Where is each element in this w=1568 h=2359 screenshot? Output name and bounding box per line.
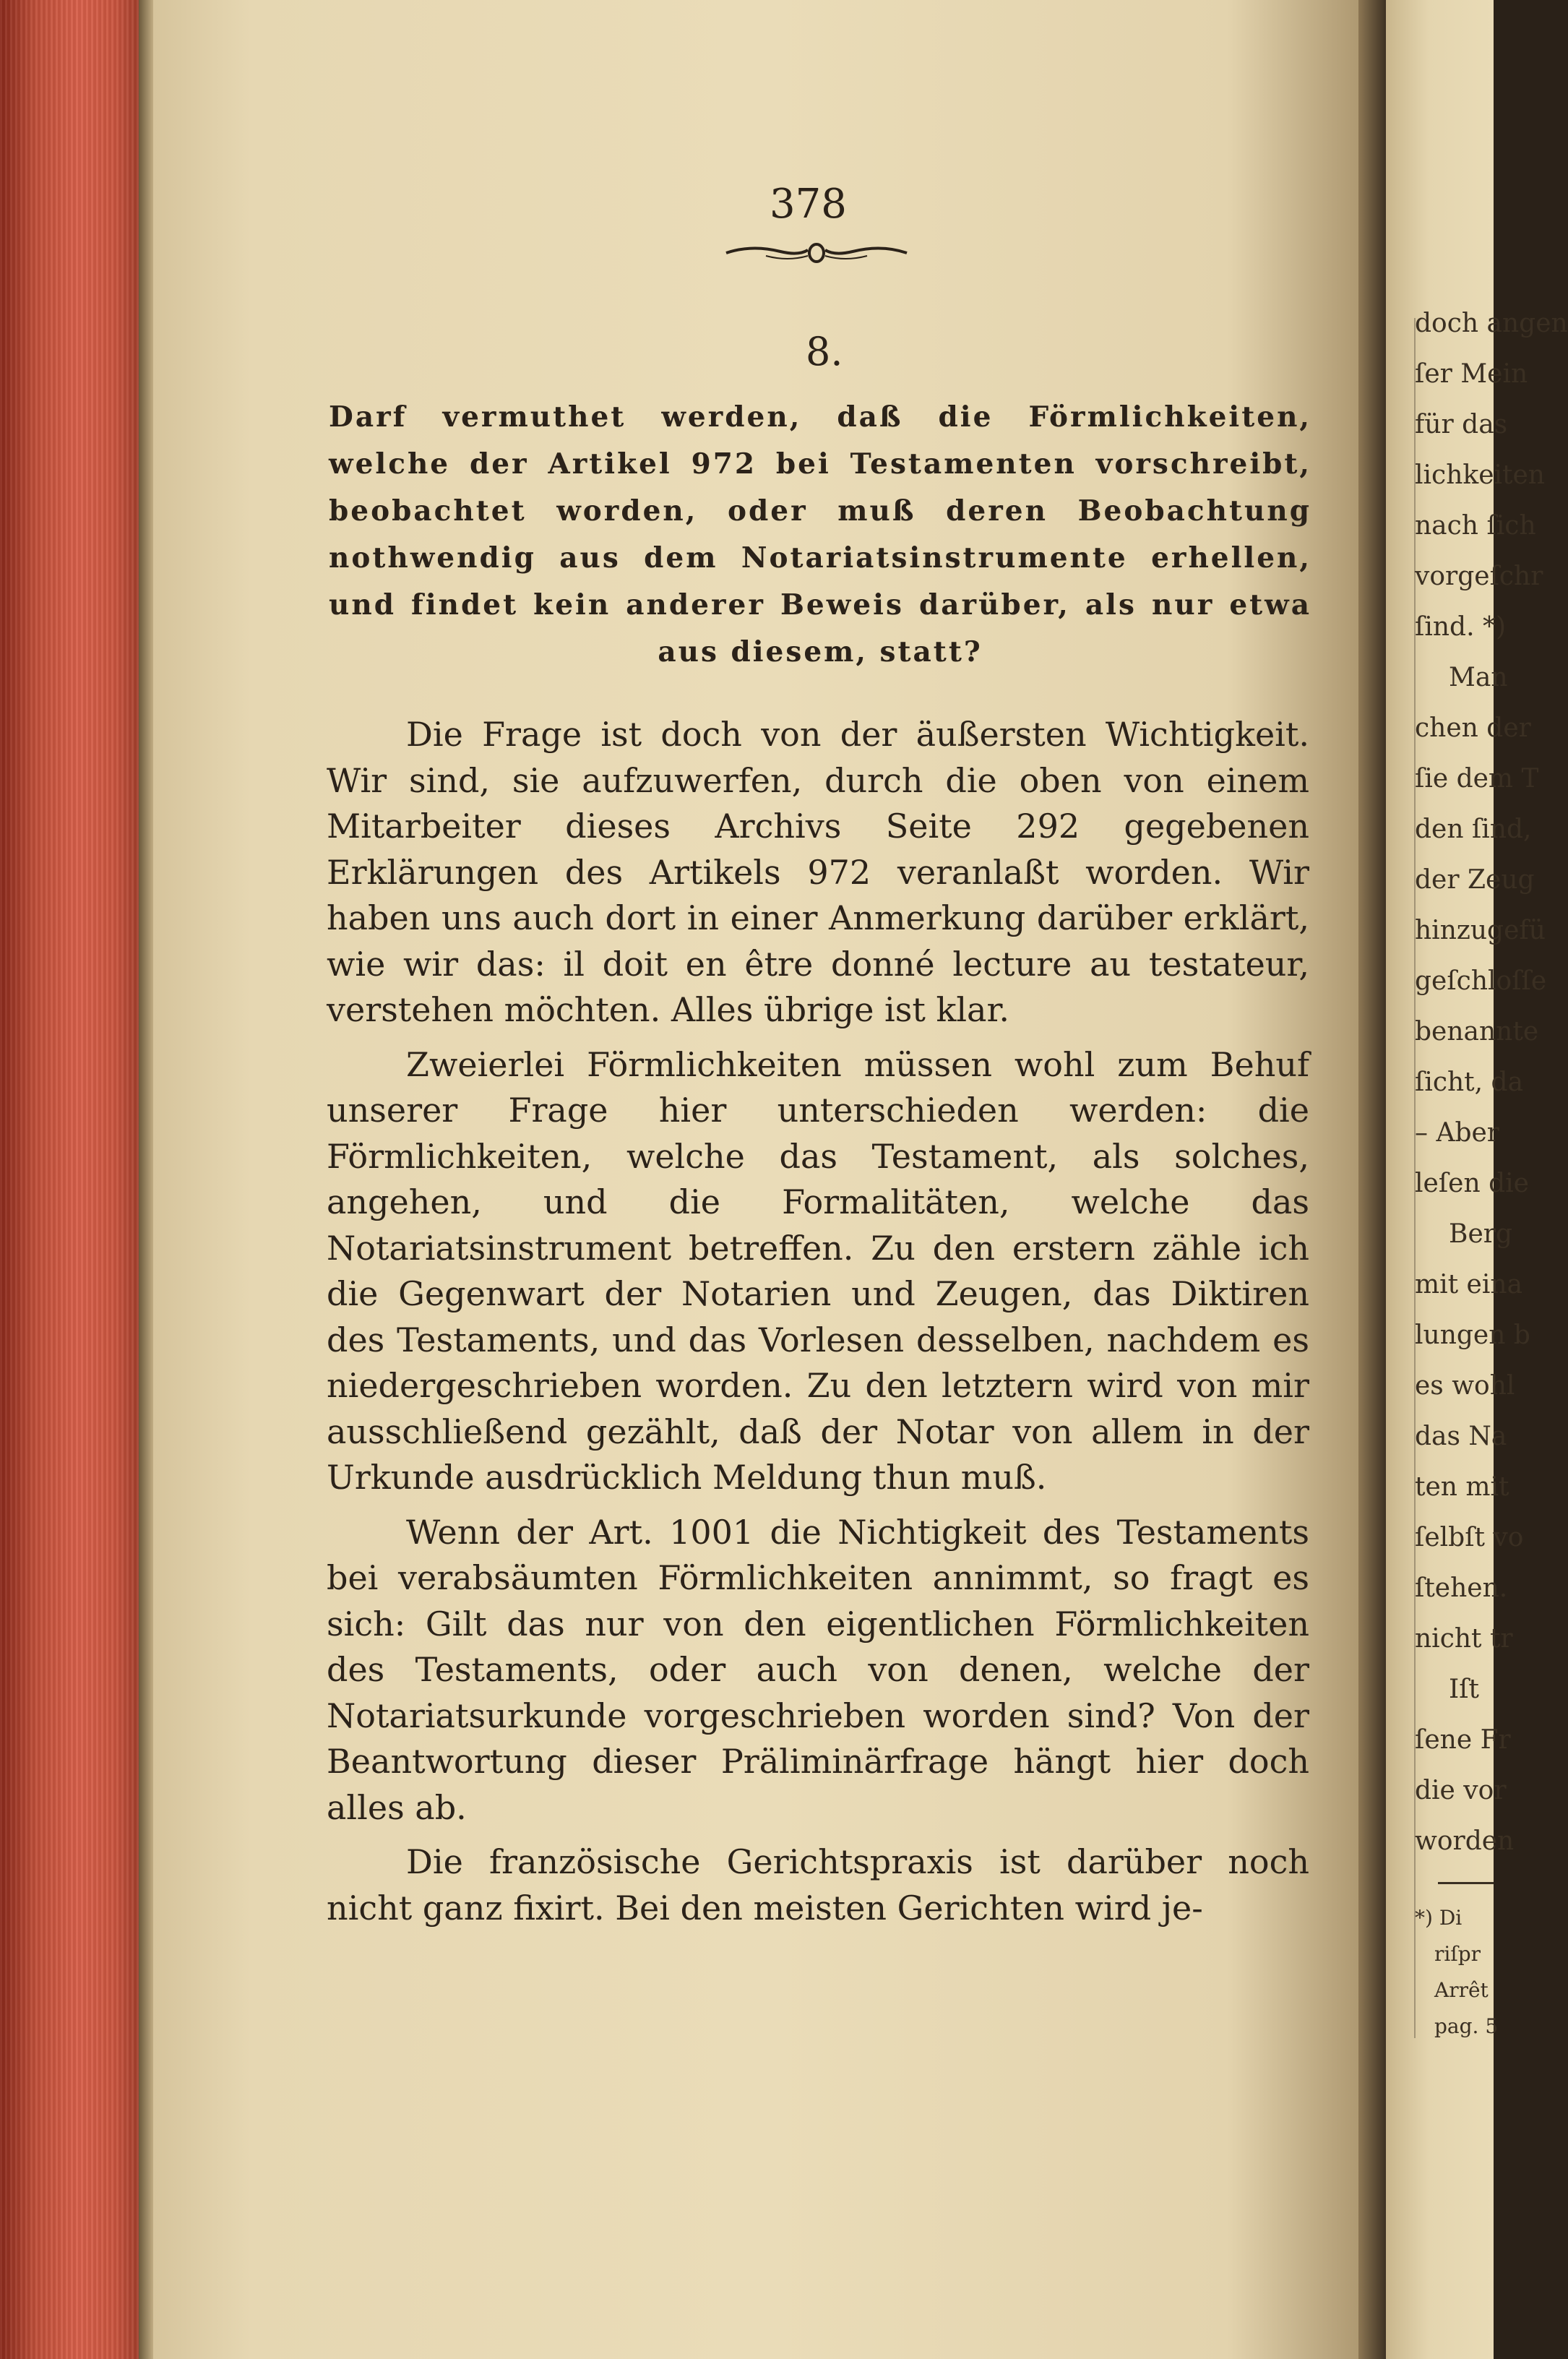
next-page-line: der Zeug (1415, 865, 1535, 895)
page-gutter-shadow (1358, 0, 1387, 2359)
next-page-line: ſene Fr (1415, 1725, 1511, 1755)
next-page-line: benannte (1415, 1017, 1539, 1047)
ornament-divider (723, 239, 910, 267)
next-page-line: chen der (1415, 713, 1531, 743)
next-page-line: ſind. *) (1415, 612, 1506, 642)
next-page-line: doch angen (1415, 309, 1568, 338)
next-page-footnote: pag. 5 (1434, 2014, 1499, 2038)
next-page-line: – Aber (1415, 1118, 1499, 1148)
next-page-line: für das (1415, 410, 1508, 439)
page-number: 378 (770, 181, 847, 228)
next-page-line: den ſind, (1415, 815, 1532, 844)
next-page-line: das Na (1415, 1422, 1507, 1451)
next-page-line: vorgeſchr (1415, 562, 1543, 591)
next-page-line: hinzugefü (1415, 916, 1546, 945)
book-edge-texture (0, 0, 145, 2359)
next-page-footnote: riſpr (1434, 1942, 1481, 1966)
next-page-footnote: *) Di (1415, 1906, 1463, 1930)
next-page-line: die vor (1415, 1776, 1507, 1805)
next-page-line: nicht tr (1415, 1624, 1513, 1654)
next-page-line: lichkeiten (1415, 460, 1545, 490)
next-page-line: ſer Mein (1415, 359, 1528, 389)
paragraph: Die Frage ist doch von der äußersten Wichtigkeit. Wir sind, sie aufzuwerfen, durch die oben von einem Mitarbeiter dieses Archivs Seite 292 gegebenen Erklärungen des Artikels 972 veranlaßt worden. Wir haben uns auch dort in einer Anmerkung darüber erklärt, wie wir das: il doit en être donné lecture au testateur, verstehen möchten. Alles übrige ist klar. (327, 715, 1309, 1029)
next-page-line: Iſt (1449, 1675, 1480, 1704)
section-number: 8. (806, 329, 843, 374)
next-page-line: leſen die (1415, 1169, 1529, 1198)
paragraph: Die französische Gerichtspraxis ist darüber noch nicht ganz fixirt. Bei den meisten Gerichten wird je- (327, 1842, 1309, 1928)
next-page-line: mit eina (1415, 1270, 1523, 1299)
paragraph: Wenn der Art. 1001 die Nichtigkeit des Testaments bei verabsäumten Förmlichkeiten annimmt, so fragt es sich: Gilt das nur von den eigentlichen Förmlichkeiten des Testaments, oder auch von denen, welche der Notariatsurkunde vorgeschrieben worden sind? Von der Beantwortung dieser Präliminärfrage hängt hier doch alles ab. (327, 1512, 1309, 1827)
next-page-footnote: Arrêt (1434, 1978, 1489, 2002)
next-page-line: ſelbſt vo (1415, 1523, 1524, 1552)
next-page-line: Berg (1449, 1219, 1513, 1249)
next-page-line: geſchloſſe (1415, 966, 1547, 996)
body-text (327, 712, 1309, 1940)
next-page-line: ſtehen. (1415, 1573, 1508, 1603)
paragraph: Zweierlei Förmlichkeiten müssen wohl zum Behuf unserer Frage hier unterschieden werden: die Förmlichkeiten, welche das Testament, als solches, angehen, und die Formalitäten, welche das Notariatsinstrument betreffen. Zu den erstern zähle ich die Gegenwart der Notarien und Zeugen, das Diktiren des Testaments, und das Vorlesen desselben, nachdem es niedergeschrieben worden. Zu den letztern wird von mir ausschließend gezählt, daß der Notar von allem in der Urkunde ausdrücklich Meldung thun muß. (327, 1044, 1309, 1497)
left-gutter (139, 0, 155, 2359)
next-page-line: es wohl (1415, 1371, 1515, 1401)
next-page-line: ten mit (1415, 1472, 1509, 1502)
next-page-line: ſie dem T (1415, 764, 1539, 794)
next-page-line: Man (1449, 663, 1508, 692)
footnote-rule (1438, 1882, 1494, 1884)
next-page-line: nach ſich (1415, 511, 1536, 541)
next-page-line: lungen b (1415, 1320, 1530, 1350)
next-page-line: ſicht, da (1415, 1067, 1524, 1097)
next-page-line: worden (1415, 1826, 1515, 1856)
section-question: Darf vermuthet werden, daß die Förmlichkeiten, welche der Artikel 972 bei Testamenten vorschreibt, beobachtet worden, oder muß deren Beobachtung nothwendig aus dem Notariatsinstrumente erhellen, und findet kein anderer Beweis darüber, als nur etwa aus diesem, statt? (329, 400, 1311, 669)
